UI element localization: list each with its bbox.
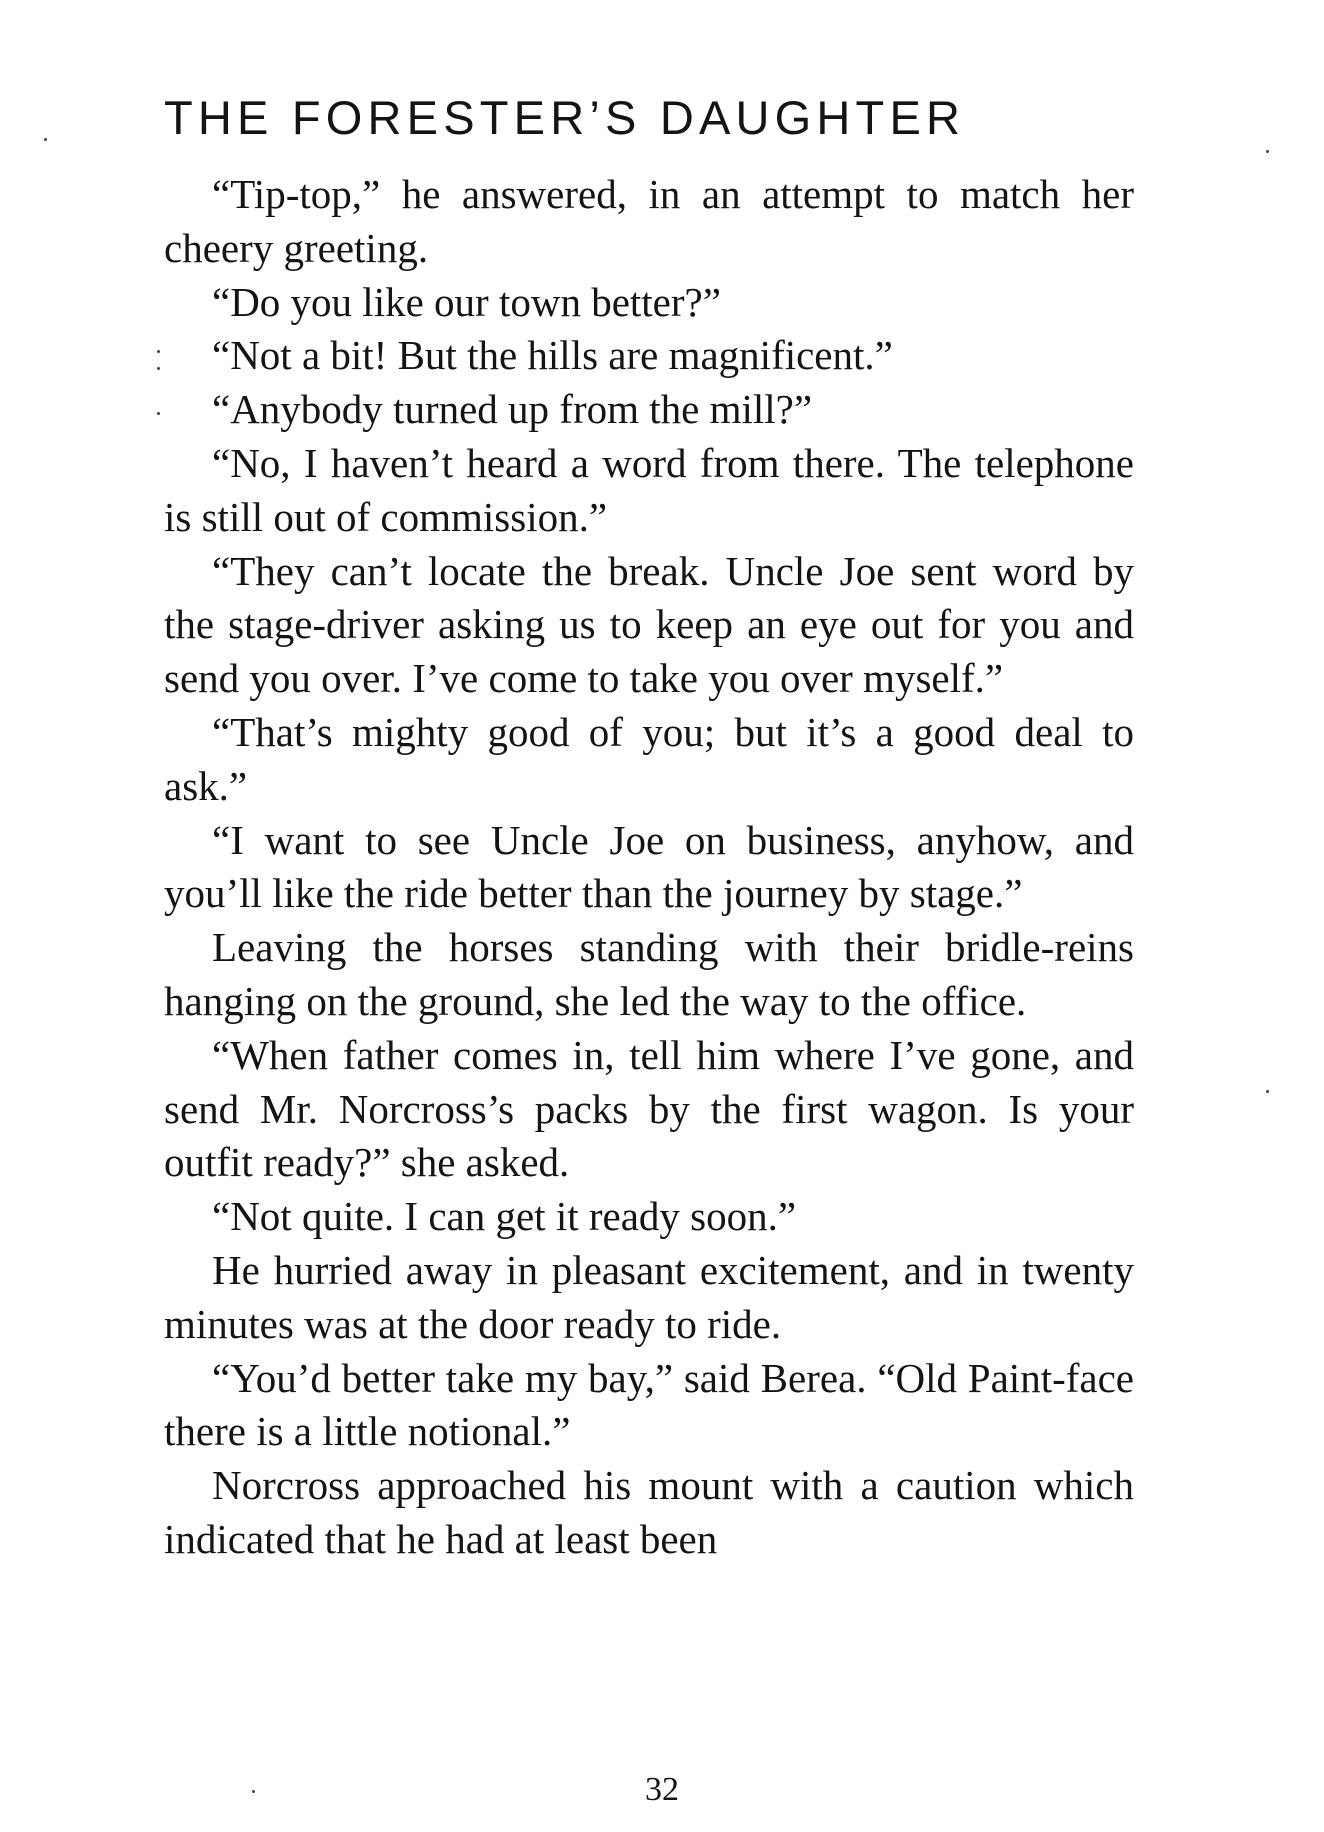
paragraph: “Anybody turned up from the mill?” bbox=[212, 386, 813, 433]
paragraph: Leaving the horses standing with their bridle-reins hanging on the ground, she led the way to the office. bbox=[164, 924, 1134, 1024]
paragraph: “Not quite. I can get it ready soon.” bbox=[212, 1193, 797, 1240]
page-number: 32 bbox=[645, 1771, 679, 1808]
ink-speck bbox=[157, 367, 160, 370]
ink-speck bbox=[1266, 1090, 1269, 1093]
ink-speck bbox=[157, 412, 160, 415]
ink-speck bbox=[157, 350, 160, 353]
paragraph: Norcross approached his mount with a caution which indicated that he had at least been bbox=[164, 1462, 1134, 1562]
body-text bbox=[164, 168, 1134, 1567]
paragraph: “Tip-top,” he answered, in an attempt to match her cheery greeting. bbox=[164, 171, 1134, 271]
paragraph: “They can’t locate the break. Uncle Joe sent word by the stage-driver asking us to keep an eye out for you and send you over. I’ve come to take you over myself.” bbox=[164, 547, 1134, 702]
paragraph: “Not a bit! But the hills are magnificent.” bbox=[212, 332, 893, 379]
paragraph: He hurried away in pleasant excitement, and in twenty minutes was at the door ready to ride. bbox=[164, 1246, 1134, 1347]
ink-speck bbox=[252, 1790, 255, 1793]
paragraph: “That’s mighty good of you; but it’s a good deal to ask.” bbox=[164, 708, 1134, 809]
ink-speck bbox=[1266, 150, 1269, 153]
paragraph: “Do you like our town better?” bbox=[212, 278, 721, 325]
paragraph: “You’d better take my bay,” said Berea. “Old Paint-face there is a little notional.” bbox=[164, 1354, 1134, 1455]
paragraph: “When father comes in, tell him where I’ve gone, and send Mr. Norcross’s packs by the first wagon. Is your outfit ready?” she asked. bbox=[164, 1031, 1134, 1186]
ink-speck bbox=[44, 138, 47, 141]
running-head: THE FORESTER’S DAUGHTER bbox=[164, 91, 966, 144]
paragraph: “I want to see Uncle Joe on business, anyhow, and you’ll like the ride better than the journey by stage.” bbox=[164, 816, 1134, 917]
paragraph: “No, I haven’t heard a word from there. The telephone is still out of commission.” bbox=[164, 439, 1134, 540]
